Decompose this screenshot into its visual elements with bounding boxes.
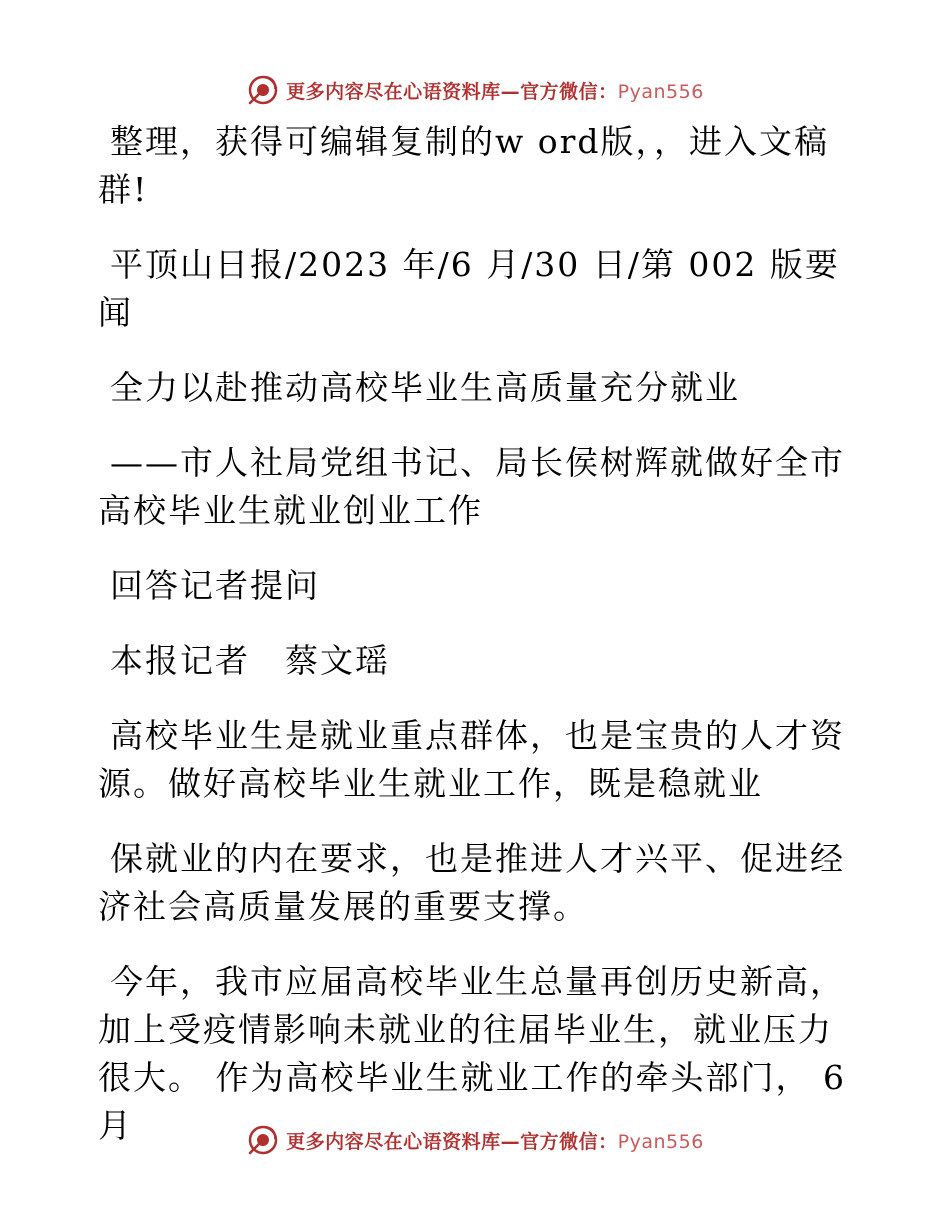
paragraph: 今年，我市应届高校毕业生总量再创历史新高，加上受疫情影响未就业的往届毕业生，就业压力很大。 作为高校毕业生就业工作的牵头部门， 6 月 bbox=[98, 962, 846, 1145]
paragraph: 平顶山日报/2023 年/6 月/30 日/第 002 版要闻 bbox=[98, 245, 840, 332]
quill-circle-icon bbox=[246, 1123, 280, 1157]
paragraph: 保就业的内在要求，也是推进人才兴平、促进经济社会高质量发展的重要支撑。 bbox=[98, 839, 845, 926]
paragraph: 回答记者提问 bbox=[110, 566, 320, 605]
paragraph: 全力以赴推动高校毕业生高质量充分就业 bbox=[110, 368, 740, 407]
paragraph: 整理，获得可编辑复制的w ord版，，进入文稿群! bbox=[98, 122, 830, 209]
watermark-text: 更多内容尽在心语资料库—官方微信：Pyan556 bbox=[286, 1130, 704, 1153]
header-watermark bbox=[0, 70, 950, 110]
watermark-text: 更多内容尽在心语资料库—官方微信：Pyan556 bbox=[286, 80, 704, 103]
paragraph: 高校毕业生是就业重点群体，也是宝贵的人才资源。做好高校毕业生就业工作，既是稳就业 bbox=[98, 716, 845, 803]
document-body bbox=[98, 118, 858, 1150]
footer-watermark bbox=[0, 1120, 950, 1160]
quill-circle-icon bbox=[246, 73, 280, 107]
paragraph: 本报记者 蔡文瑶 bbox=[110, 641, 390, 680]
paragraph: ——市人社局党组书记、局长侯树辉就做好全市高校毕业生就业创业工作 bbox=[98, 443, 845, 530]
